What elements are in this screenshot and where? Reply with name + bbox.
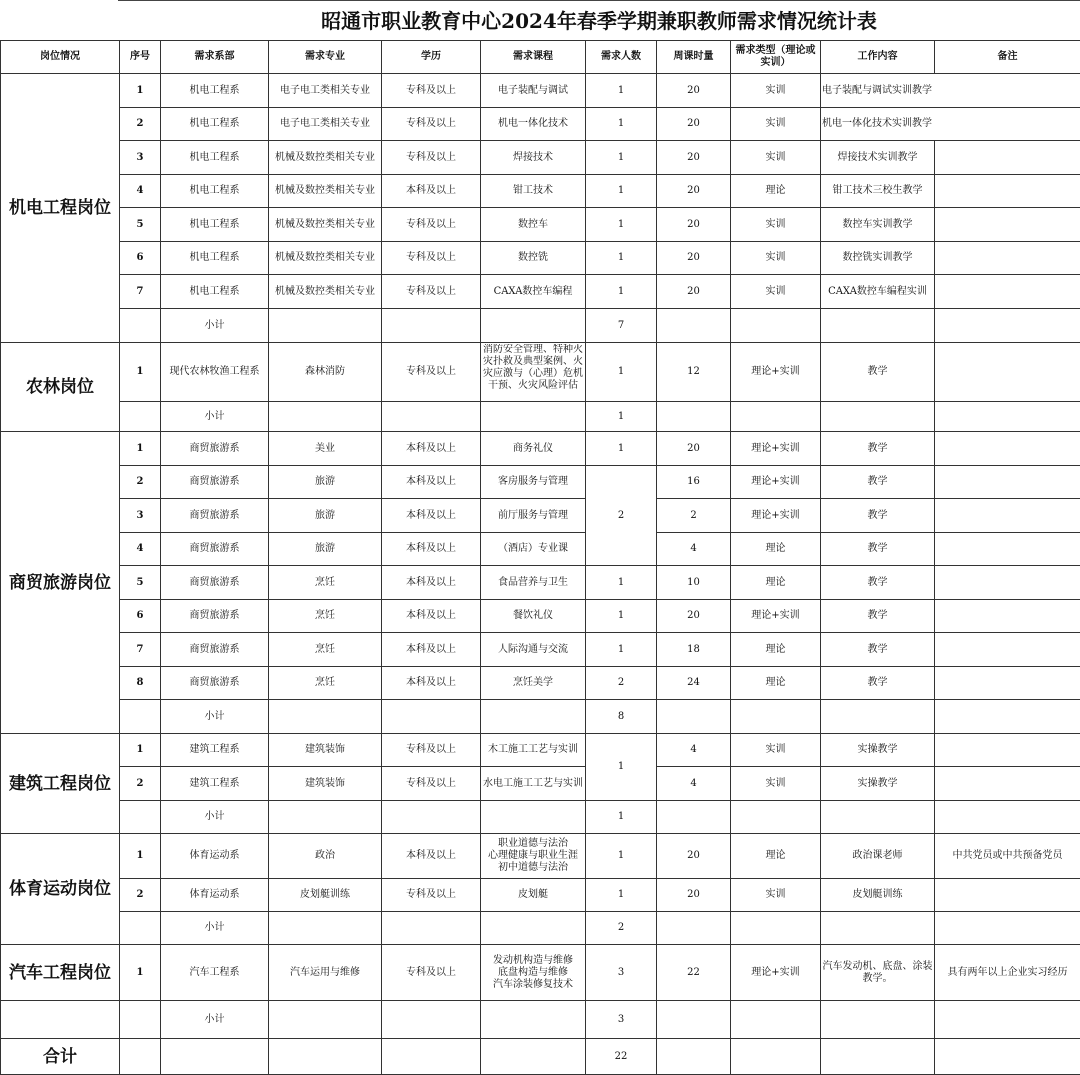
row-type: 理论+实训 — [731, 499, 821, 533]
row-no: 2 — [120, 108, 161, 141]
row-hours: 20 — [657, 834, 731, 879]
row-course — [481, 834, 586, 879]
header-dept: 需求系部 — [161, 41, 269, 74]
row-dept: 汽车工程系 — [161, 945, 269, 1001]
section-label: 商贸旅游岗位 — [1, 432, 120, 734]
row-hours: 20 — [657, 242, 731, 275]
table-row — [1, 141, 1080, 175]
row-remark — [935, 432, 1080, 466]
course-line: 底盘构造与维修 — [498, 966, 568, 978]
row-course: CAXA数控车编程 — [481, 275, 586, 309]
subtotal-value: 8 — [586, 700, 657, 734]
row-type: 实训 — [731, 767, 821, 801]
row-dept: 机电工程系 — [161, 208, 269, 242]
table-row — [1, 667, 1080, 700]
row-no: 1 — [120, 343, 161, 402]
row-hours: 20 — [657, 208, 731, 242]
table-row — [1, 945, 1080, 1001]
table-row — [1, 466, 1080, 499]
row-education: 本科及以上 — [382, 600, 481, 633]
row-education: 本科及以上 — [382, 667, 481, 700]
section-label: 体育运动岗位 — [1, 834, 120, 945]
row-major: 汽车运用与维修 — [269, 945, 382, 1001]
table-row — [1, 74, 1080, 108]
table-row — [1, 600, 1080, 633]
row-no: 4 — [120, 175, 161, 208]
row-education: 本科及以上 — [382, 466, 481, 499]
row-major: 皮划艇训练 — [269, 879, 382, 912]
row-count: 1 — [586, 141, 657, 175]
row-dept: 体育运动系 — [161, 879, 269, 912]
row-content: CAXA数控车编程实训 — [821, 275, 935, 309]
row-hours: 16 — [657, 466, 731, 499]
row-type: 理论 — [731, 566, 821, 600]
row-education: 专科及以上 — [382, 74, 481, 108]
table-row — [1, 767, 1080, 801]
row-count: 1 — [586, 175, 657, 208]
row-education: 本科及以上 — [382, 834, 481, 879]
row-content: 焊接技术实训教学 — [821, 141, 935, 175]
row-education: 专科及以上 — [382, 734, 481, 767]
row-content: 汽车发动机、底盘、涂装教学。 — [821, 945, 935, 1001]
table-row — [1, 533, 1080, 566]
row-major: 美业 — [269, 432, 382, 466]
row-count: 2 — [586, 667, 657, 700]
row-hours: 4 — [657, 533, 731, 566]
table-row — [1, 175, 1080, 208]
row-remark — [935, 141, 1080, 175]
subtotal-value: 7 — [586, 309, 657, 343]
table-row — [1, 633, 1080, 667]
section-label: 农林岗位 — [1, 343, 120, 432]
row-hours: 2 — [657, 499, 731, 533]
row-course: 人际沟通与交流 — [481, 633, 586, 667]
row-remark: 中共党员或中共预备党员 — [935, 834, 1080, 879]
row-type: 理论+实训 — [731, 466, 821, 499]
row-remark — [935, 175, 1080, 208]
row-count: 1 — [586, 275, 657, 309]
row-remark — [935, 208, 1080, 242]
row-hours: 12 — [657, 343, 731, 402]
row-count: 1 — [586, 600, 657, 633]
section-label: 机电工程岗位 — [1, 74, 120, 343]
row-count: 1 — [586, 633, 657, 667]
row-content: 教学 — [821, 432, 935, 466]
row-hours: 20 — [657, 74, 731, 108]
row-hours: 20 — [657, 600, 731, 633]
row-no: 1 — [120, 74, 161, 108]
subtotal-label: 小计 — [161, 309, 269, 343]
row-hours: 10 — [657, 566, 731, 600]
row-course: 电子装配与调试 — [481, 74, 586, 108]
row-course: 数控车 — [481, 208, 586, 242]
row-no: 8 — [120, 667, 161, 700]
table-row — [1, 208, 1080, 242]
row-remark — [935, 533, 1080, 566]
row-count: 1 — [586, 74, 657, 108]
row-content: 教学 — [821, 633, 935, 667]
row-course: 数控铣 — [481, 242, 586, 275]
row-content: 教学 — [821, 499, 935, 533]
row-remark — [935, 275, 1080, 309]
total-row — [1, 1039, 1080, 1075]
row-no: 6 — [120, 600, 161, 633]
row-count: 1 — [586, 879, 657, 912]
row-hours: 24 — [657, 667, 731, 700]
row-major: 政治 — [269, 834, 382, 879]
row-course: 钳工技术 — [481, 175, 586, 208]
row-type: 理论+实训 — [731, 600, 821, 633]
total-value: 22 — [586, 1039, 657, 1075]
row-no: 6 — [120, 242, 161, 275]
row-content: 机电一体化技术实训教学 — [821, 108, 1080, 141]
row-dept: 机电工程系 — [161, 141, 269, 175]
row-count: 1 — [586, 834, 657, 879]
row-content: 政治课老师 — [821, 834, 935, 879]
subtotal-value: 1 — [586, 402, 657, 432]
row-dept: 商贸旅游系 — [161, 466, 269, 499]
row-content: 电子装配与调试实训教学 — [821, 74, 1080, 108]
row-count: 1 — [586, 208, 657, 242]
row-dept: 机电工程系 — [161, 108, 269, 141]
row-remark — [935, 767, 1080, 801]
header-row — [1, 41, 1080, 74]
row-course: 商务礼仪 — [481, 432, 586, 466]
row-course: 烹饪美学 — [481, 667, 586, 700]
row-type: 实训 — [731, 734, 821, 767]
row-hours: 20 — [657, 879, 731, 912]
row-dept: 商贸旅游系 — [161, 499, 269, 533]
row-hours: 20 — [657, 175, 731, 208]
row-content: 教学 — [821, 343, 935, 402]
row-remark — [935, 242, 1080, 275]
row-course: 机电一体化技术 — [481, 108, 586, 141]
row-dept: 商贸旅游系 — [161, 667, 269, 700]
row-hours: 4 — [657, 734, 731, 767]
row-no: 1 — [120, 945, 161, 1001]
row-dept: 机电工程系 — [161, 275, 269, 309]
row-content: 教学 — [821, 667, 935, 700]
row-major: 机械及数控类相关专业 — [269, 141, 382, 175]
row-content: 皮划艇训练 — [821, 879, 935, 912]
subtotal-label: 小计 — [161, 402, 269, 432]
row-course: 前厅服务与管理 — [481, 499, 586, 533]
row-hours: 20 — [657, 141, 731, 175]
row-no: 7 — [120, 275, 161, 309]
header-position: 岗位情况 — [1, 41, 120, 74]
row-type: 理论 — [731, 175, 821, 208]
row-major: 烹饪 — [269, 566, 382, 600]
subtotal-label: 小计 — [161, 700, 269, 734]
row-remark — [935, 466, 1080, 499]
row-type: 实训 — [731, 141, 821, 175]
header-remark: 备注 — [935, 41, 1080, 74]
row-education: 专科及以上 — [382, 242, 481, 275]
subtotal-row — [1, 1001, 1080, 1039]
row-type: 实训 — [731, 275, 821, 309]
row-dept: 体育运动系 — [161, 834, 269, 879]
total-label: 合计 — [1, 1039, 120, 1075]
row-type: 理论+实训 — [731, 343, 821, 402]
row-content: 教学 — [821, 566, 935, 600]
row-type: 实训 — [731, 879, 821, 912]
row-type: 理论 — [731, 667, 821, 700]
row-course: 食品营养与卫生 — [481, 566, 586, 600]
subtotal-row — [1, 309, 1080, 343]
row-major: 电子电工类相关专业 — [269, 74, 382, 108]
row-remark — [935, 343, 1080, 402]
subtotal-label: 小计 — [161, 912, 269, 945]
row-type: 理论+实训 — [731, 945, 821, 1001]
row-course: 皮划艇 — [481, 879, 586, 912]
row-major: 烹饪 — [269, 600, 382, 633]
row-dept: 商贸旅游系 — [161, 432, 269, 466]
row-course: 焊接技术 — [481, 141, 586, 175]
row-content: 数控车实训教学 — [821, 208, 935, 242]
row-major: 建筑装饰 — [269, 767, 382, 801]
row-type: 实训 — [731, 208, 821, 242]
course-line: 汽车涂装修复技术 — [493, 978, 573, 990]
row-count: 3 — [586, 945, 657, 1001]
row-count: 1 — [586, 734, 657, 801]
row-no: 1 — [120, 432, 161, 466]
row-type: 实训 — [731, 242, 821, 275]
table-row — [1, 499, 1080, 533]
course-line: 心理健康与职业生涯 — [488, 850, 578, 861]
header-course: 需求课程 — [481, 41, 586, 74]
row-content: 实操教学 — [821, 767, 935, 801]
subtotal-row — [1, 912, 1080, 945]
row-dept: 商贸旅游系 — [161, 633, 269, 667]
row-hours: 20 — [657, 275, 731, 309]
row-content: 教学 — [821, 533, 935, 566]
row-dept: 建筑工程系 — [161, 767, 269, 801]
row-hours: 20 — [657, 108, 731, 141]
header-hours: 周课时量 — [657, 41, 731, 74]
row-hours: 4 — [657, 767, 731, 801]
row-type: 实训 — [731, 108, 821, 141]
table-row — [1, 432, 1080, 466]
row-count: 1 — [586, 242, 657, 275]
row-count: 2 — [586, 466, 657, 566]
row-education: 专科及以上 — [382, 767, 481, 801]
row-major: 机械及数控类相关专业 — [269, 242, 382, 275]
subtotal-row — [1, 700, 1080, 734]
row-major: 机械及数控类相关专业 — [269, 208, 382, 242]
row-course: 木工施工工艺与实训 — [481, 734, 586, 767]
row-no: 4 — [120, 533, 161, 566]
row-dept: 商贸旅游系 — [161, 600, 269, 633]
row-education: 本科及以上 — [382, 432, 481, 466]
row-remark — [935, 633, 1080, 667]
row-dept: 商贸旅游系 — [161, 533, 269, 566]
row-content: 钳工技术三校生教学 — [821, 175, 935, 208]
row-education: 本科及以上 — [382, 499, 481, 533]
table-row — [1, 343, 1080, 402]
row-major: 旅游 — [269, 533, 382, 566]
row-course: 消防安全管理、特种火灾扑救及典型案例、火灾应激与（心理）危机干预、火灾风险评估 — [483, 343, 583, 391]
row-no: 5 — [120, 208, 161, 242]
row-education: 本科及以上 — [382, 633, 481, 667]
row-no: 2 — [120, 466, 161, 499]
row-type: 理论+实训 — [731, 432, 821, 466]
row-no: 2 — [120, 879, 161, 912]
row-hours: 18 — [657, 633, 731, 667]
row-education: 本科及以上 — [382, 175, 481, 208]
row-hours: 20 — [657, 432, 731, 466]
subtotal-value: 2 — [586, 912, 657, 945]
row-course: 客房服务与管理 — [481, 466, 586, 499]
header-education: 学历 — [382, 41, 481, 74]
row-remark — [935, 566, 1080, 600]
row-remark: 具有两年以上企业实习经历 — [935, 945, 1080, 1001]
row-no: 7 — [120, 633, 161, 667]
row-education: 专科及以上 — [382, 208, 481, 242]
row-course: 水电工施工工艺与实训 — [481, 767, 586, 801]
header-type: 需求类型（理论或实训） — [731, 41, 821, 74]
row-education: 专科及以上 — [382, 108, 481, 141]
row-dept: 建筑工程系 — [161, 734, 269, 767]
row-education: 专科及以上 — [382, 343, 481, 402]
row-course — [481, 945, 586, 1001]
row-major: 机械及数控类相关专业 — [269, 275, 382, 309]
section-label: 汽车工程岗位 — [1, 945, 120, 1001]
table-row — [1, 879, 1080, 912]
row-type: 理论 — [731, 633, 821, 667]
table-row — [1, 275, 1080, 309]
row-type: 理论 — [731, 533, 821, 566]
row-count: 1 — [586, 108, 657, 141]
row-dept: 机电工程系 — [161, 74, 269, 108]
row-major: 烹饪 — [269, 633, 382, 667]
row-content: 教学 — [821, 600, 935, 633]
row-course: 餐饮礼仪 — [481, 600, 586, 633]
row-remark — [935, 499, 1080, 533]
header-count: 需求人数 — [586, 41, 657, 74]
table-row — [1, 566, 1080, 600]
row-major: 烹饪 — [269, 667, 382, 700]
row-no: 3 — [120, 499, 161, 533]
row-no: 1 — [120, 734, 161, 767]
subtotal-value: 1 — [586, 801, 657, 834]
row-remark — [935, 734, 1080, 767]
row-no: 5 — [120, 566, 161, 600]
table-row — [1, 734, 1080, 767]
row-remark — [935, 879, 1080, 912]
course-line: 职业道德与法治 — [498, 838, 568, 849]
course-line: 初中道德与法治 — [498, 862, 568, 873]
row-type: 实训 — [731, 74, 821, 108]
subtotal-value: 3 — [586, 1001, 657, 1039]
subtotal-label: 小计 — [161, 1001, 269, 1039]
row-course: （酒店）专业课 — [481, 533, 586, 566]
row-count: 1 — [586, 566, 657, 600]
subtotal-row — [1, 801, 1080, 834]
row-dept: 商贸旅游系 — [161, 566, 269, 600]
row-major: 旅游 — [269, 466, 382, 499]
header-major: 需求专业 — [269, 41, 382, 74]
row-major: 机械及数控类相关专业 — [269, 175, 382, 208]
row-count: 1 — [586, 432, 657, 466]
row-hours: 22 — [657, 945, 731, 1001]
row-no: 1 — [120, 834, 161, 879]
table-row — [1, 242, 1080, 275]
row-no: 3 — [120, 141, 161, 175]
row-dept: 机电工程系 — [161, 242, 269, 275]
row-education: 专科及以上 — [382, 879, 481, 912]
row-education: 专科及以上 — [382, 945, 481, 1001]
row-education: 本科及以上 — [382, 566, 481, 600]
row-remark — [935, 600, 1080, 633]
row-dept: 机电工程系 — [161, 175, 269, 208]
row-major: 电子电工类相关专业 — [269, 108, 382, 141]
row-content: 教学 — [821, 466, 935, 499]
table-row — [1, 108, 1080, 141]
subtotal-row — [1, 402, 1080, 432]
row-major: 旅游 — [269, 499, 382, 533]
header-content: 工作内容 — [821, 41, 935, 74]
row-education: 本科及以上 — [382, 533, 481, 566]
row-content: 实操教学 — [821, 734, 935, 767]
teacher-demand-table — [0, 40, 1080, 1075]
table-row — [1, 834, 1080, 879]
row-education: 专科及以上 — [382, 275, 481, 309]
row-type: 理论 — [731, 834, 821, 879]
course-line: 发动机构造与维修 — [493, 954, 573, 966]
row-content: 数控铣实训教学 — [821, 242, 935, 275]
row-major: 建筑装饰 — [269, 734, 382, 767]
row-no: 2 — [120, 767, 161, 801]
row-education: 专科及以上 — [382, 141, 481, 175]
table-title: 昭通市职业教育中心2024年春季学期兼职教师需求情况统计表 — [118, 0, 1080, 40]
row-dept: 现代农林牧渔工程系 — [161, 343, 269, 402]
section-label: 建筑工程岗位 — [1, 734, 120, 834]
header-no: 序号 — [120, 41, 161, 74]
row-remark — [935, 667, 1080, 700]
row-count: 1 — [586, 343, 657, 402]
subtotal-label: 小计 — [161, 801, 269, 834]
row-major: 森林消防 — [269, 343, 382, 402]
